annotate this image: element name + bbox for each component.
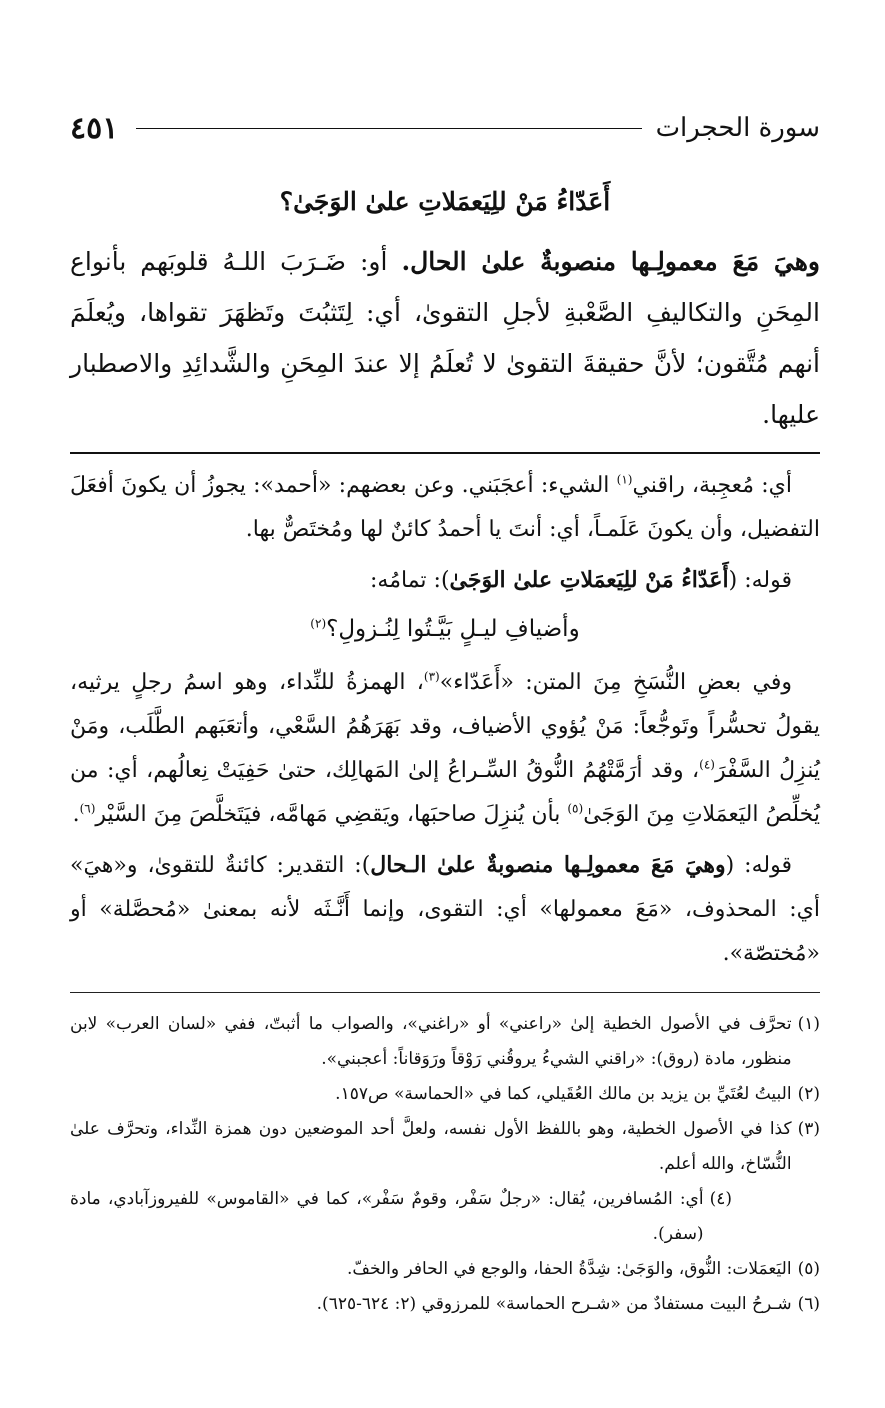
main-text (70, 236, 820, 440)
footnote-number: (٥) (797, 1259, 820, 1279)
footnote-text: كذا في الأصول الخطية، وهو باللفظ الأول نفسه، ولعلَّ أحد الموضعين دون همزة النِّداء، وتحرَّف علىٰ النُّسّاخ، والله أعلم. (70, 1119, 792, 1174)
footnote-text: تحرَّف في الأصول الخطية إلىٰ «راعني» أو «راغني»، والصواب ما أثبتّ، ففي «لسان العرب» لابن منظور، مادة (روق): «راقني الشيءُ يروقُني رَوْقاً ورَوَقاناً: أعجبني». (70, 1014, 792, 1069)
commentary-divider (70, 452, 820, 454)
footnote-number: (٦) (797, 1294, 820, 1314)
footnotes (70, 1007, 820, 1322)
commentary-paragraph-4 (70, 843, 820, 976)
footnote-number: (٣) (797, 1119, 820, 1139)
running-header (70, 100, 820, 156)
poetry-verse (70, 605, 820, 653)
footnote-ref-4: (٤) (699, 757, 715, 772)
footnote-ref-2: (٢) (310, 616, 327, 631)
footnotes-divider (70, 992, 820, 993)
commentary-text: . (72, 802, 80, 827)
footnote (70, 1007, 820, 1077)
verse-text: وأضيافِ ليـلٍ بَيَّـتُوا لِنُـزولِ؟ (326, 616, 580, 642)
surah-name: سورة الحجرات (655, 113, 820, 143)
footnote-ref-5: (٥) (567, 801, 584, 816)
footnote-number: (٤) (709, 1189, 732, 1209)
quote-prefix: قوله: ( (725, 853, 792, 878)
footnote-number: (٢) (797, 1084, 820, 1104)
quoted-matn: وهيَ مَعَ معمولِـها منصوبةٌ علىٰ الـحال (370, 852, 726, 878)
main-text-body: أو: ضَـرَبَ اللـهُ قلوبَهم بأنواع المِحَنِ والتكاليفِ الصَّعْبةِ لأجلِ التقوىٰ، أي: لِتَثبُتَ وتَظهَرَ تقواها، ويُعلَمَ أنهم مُتَّقون؛ لأنَّ حقيقةَ التقوىٰ لا تُعلَمُ إلا عندَ المِحَنِ والشَّدائِدِ والاصطبار عليها. (70, 247, 820, 429)
footnote (70, 1252, 820, 1287)
footnote (70, 1287, 820, 1322)
commentary-text: أي: مُعجِبة، راقني (632, 473, 793, 498)
footnote (70, 1112, 820, 1182)
footnote-text: اليَعمَلات: النُّوق، والوَجَىٰ: شِدَّةُ الحفا، والوجع في الحافر والخفّ. (347, 1259, 792, 1279)
commentary-paragraph-2 (70, 558, 820, 603)
quote-prefix: قوله: ( (728, 568, 792, 593)
quote-suffix: ): تمامُه: (370, 568, 450, 593)
header-rule (136, 128, 641, 129)
footnote-ref-1: (١) (616, 472, 633, 487)
section-heading: أَعَدّاءُ مَنْ للِيَعمَلاتِ علىٰ الوَجَىٰ؟ (279, 187, 611, 216)
commentary-text: ، الهمزةُ للنِّداء، وهو اسمُ رجلٍ يرثيه، يقولُ تحسُّراً وتَوجُّعاً: مَنْ يُؤوي الأضياف، وقد بَهَرَهُمُ السَّعْي، وأتعَبَهم الطَّلَب، ومَنْ يُنزِلُ السَّفْرَ (70, 670, 820, 783)
commentary (70, 464, 820, 976)
quoted-heading: أَعَدّاءُ مَنْ للِيَعمَلاتِ علىٰ الوَجَىٰ (449, 567, 729, 593)
quote-suffix: ): التقدير: كائنةٌ للتقوىٰ، و«هيَ» أي: المحذوف، «مَعَ معمولها» أي: التقوى، وإنما أَنَّـثَه لأنه بمعنىٰ «مُحصَّلة» أو «مُختصّة». (70, 853, 820, 966)
page-number: ٤٥١ (70, 110, 119, 146)
footnote-text: البيتُ لعُتَيِّ بن يزيد بن مالك العُقَيلي، كما في «الحماسة» ص١٥٧. (335, 1084, 792, 1104)
footnote (70, 1182, 820, 1252)
main-text-bold: وهيَ مَعَ معمولِـها منصوبةٌ علىٰ الحال. (401, 247, 820, 276)
footnote-text: أي: المُسافرين، يُقال: «رجلٌ سَفْر، وقومٌ سَفْر»، كما في «القاموس» للفيروزآبادي، مادة (سفر). (70, 1189, 704, 1244)
book-page (70, 100, 820, 1322)
commentary-paragraph-3 (70, 661, 820, 837)
footnote-ref-6: (٦) (79, 801, 96, 816)
commentary-text: ، وقد أرَمَّتْهُمُ النُّوقُ السِّـراعُ إلىٰ المَهالِك، حتىٰ حَفِيَتْ نِعالُهم، أي: من يُخلِّصُ اليَعمَلاتِ مِنَ الوَجَىٰ (70, 758, 820, 827)
footnote-text: شـرحُ البيت مستفادٌ من «شـرح الحماسة» للمرزوقي (٢: ٦٢٤-٦٢٥). (316, 1294, 792, 1314)
footnote-number: (١) (797, 1014, 820, 1034)
commentary-text: الشيء: أعجَبَني. وعن بعضهم: «أحمد»: يجوزُ أن يكونَ أفعَلَ التفضيل، وأن يكونَ عَلَمـاً، أي: أنتَ يا أحمدُ كائنٌ لها ومُختَصٌّ بها. (70, 473, 820, 542)
commentary-text: بأن يُنزِلَ صاحبَها، ويَقضِي مَهامَّه، فيَتَخلَّصَ مِنَ السَّيْر (95, 802, 568, 827)
footnote (70, 1077, 820, 1112)
footnote-ref-3: (٣) (423, 669, 440, 684)
commentary-paragraph-1 (70, 464, 820, 552)
commentary-text: وفي بعضِ النُّسَخِ مِنَ المتن: «أَعَدّاء» (439, 670, 792, 695)
